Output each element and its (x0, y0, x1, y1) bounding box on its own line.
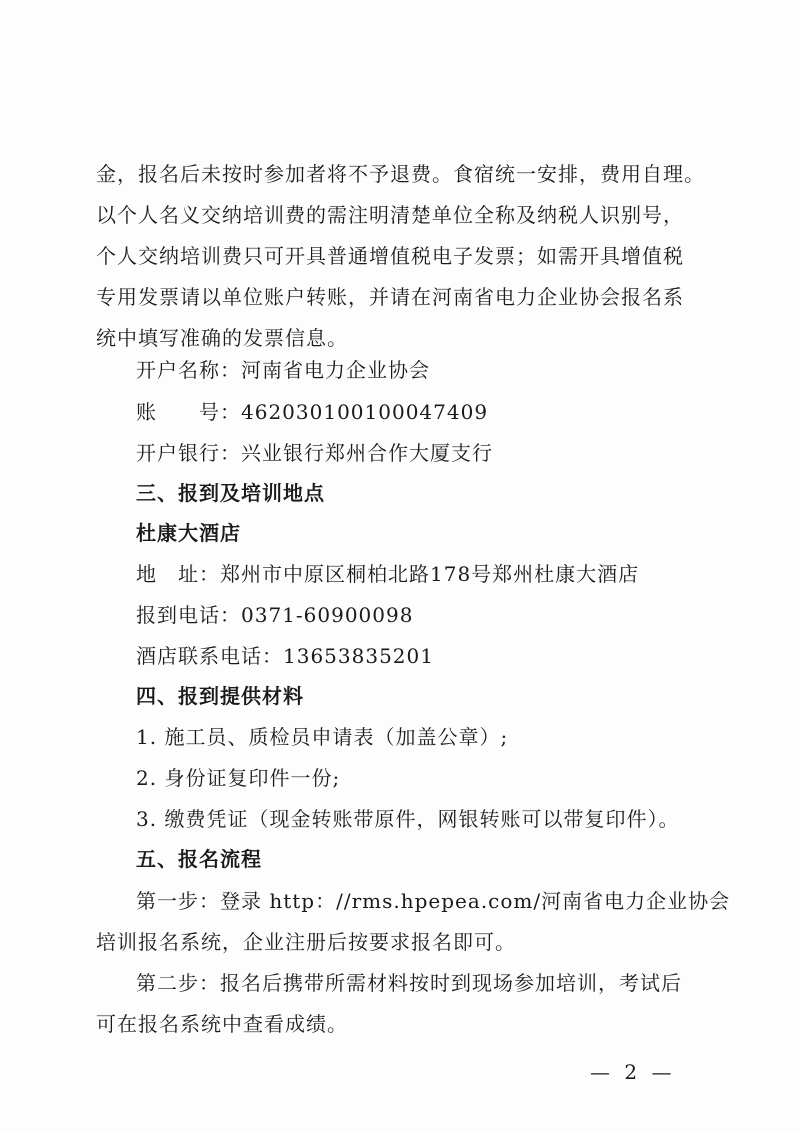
hotel-name: 杜康大酒店 (136, 521, 241, 545)
step1-line1: 第一步：登录 http：//rms.hpepea.com/河南省电力企业协会 (136, 889, 731, 913)
hotel-phone-row (136, 642, 776, 670)
hotel-phone-label: 酒店联系电话： (136, 644, 283, 668)
address-label: 地 址： (136, 562, 220, 586)
address-value: 郑州市中原区桐柏北路178号郑州杜康大酒店 (220, 562, 640, 586)
account-name-row (136, 356, 776, 384)
step2-line2: 可在报名系统中查看成绩。 (96, 1012, 348, 1036)
account-name-value: 河南省电力企业协会 (241, 358, 430, 382)
paragraph-line: 个人交纳培训费只可开具普通增值税电子发票；如需开具增值税 (96, 244, 684, 268)
phone-value: 0371-60900098 (241, 603, 414, 627)
step2-line1: 第二步：报名后携带所需材料按时到现场参加培训，考试后 (136, 971, 682, 995)
bank-value: 兴业银行郑州合作大厦支行 (241, 441, 493, 465)
material-item: 1. 施工员、质检员申请表（加盖公章）; (136, 725, 509, 749)
bank-row (136, 439, 776, 467)
section3-heading: 三、报到及培训地点 (136, 481, 325, 505)
paragraph-line: 以个人名义交纳培训费的需注明清楚单位全称及纳税人识别号， (96, 203, 684, 227)
phone-label: 报到电话： (136, 603, 241, 627)
hotel-phone-value: 13653835201 (283, 644, 434, 668)
paragraph-line: 金，报名后未按时参加者将不予退费。食宿统一安排，费用自理。 (96, 162, 705, 186)
material-item: 2. 身份证复印件一份; (136, 766, 341, 790)
account-name-label: 开户名称： (136, 358, 241, 382)
material-item: 3. 缴费凭证（现金转账带原件，网银转账可以带复印件）。 (136, 807, 680, 831)
phone-row (136, 601, 776, 629)
address-row (136, 560, 776, 588)
account-no-label: 账 号： (136, 400, 241, 424)
paragraph-line: 统中填写准确的发票信息。 (96, 326, 348, 350)
paragraph-line: 专用发票请以单位账户转账，并请在河南省电力企业协会报名系 (96, 285, 684, 309)
section4-heading: 四、报到提供材料 (136, 684, 304, 708)
page-number: — 2 — (590, 1060, 676, 1084)
step1-line2: 培训报名系统，企业注册后按要求报名即可。 (96, 930, 516, 954)
account-no-row (136, 398, 776, 426)
account-no-value: 462030100100047409 (241, 400, 489, 424)
section5-heading: 五、报名流程 (136, 847, 262, 871)
bank-label: 开户银行： (136, 441, 241, 465)
